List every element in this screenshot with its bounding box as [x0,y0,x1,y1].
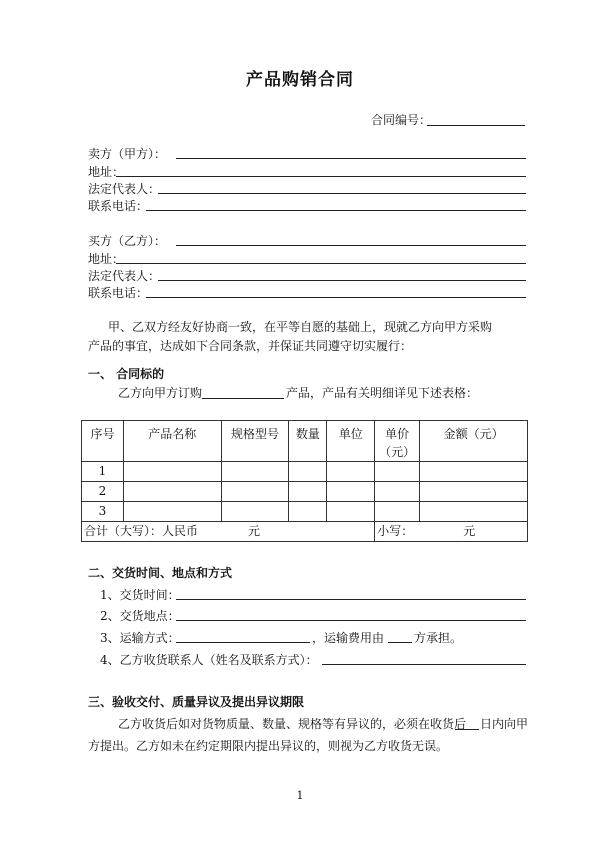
cell[interactable] [289,502,327,522]
cell[interactable] [375,462,420,482]
cell[interactable] [289,482,327,502]
seller-name-label: 卖方（甲方）： [88,147,167,161]
cell[interactable] [123,462,221,482]
buyer-phone-label: 联系电话： [88,286,149,300]
product-table [81,420,528,542]
seller-name-field[interactable] [176,158,526,159]
preamble-line-2: 产品的事宜，达成如下合同条款，并保证共同遵守切实履行： [88,339,413,353]
receiver-contact-label: 4、乙方收货联系人（姓名及联系方式）： [100,653,318,667]
cell[interactable] [327,482,375,502]
total-lower-unit: 元 [463,524,476,538]
order-prefix: 乙方向甲方订购 [118,386,203,400]
col-header-index: 序号 [82,421,124,462]
table-row [82,462,528,482]
preamble-line-1: 甲、乙双方经友好协商一致，在平等自愿的基础上，现就乙方向甲方采购 [108,320,493,334]
total-upper-label: 合计（大写）：人民币 [84,524,199,538]
cell[interactable] [221,482,289,502]
total-upper-cell[interactable] [82,522,375,542]
cell[interactable] [123,482,221,502]
delivery-place-label: 2、交货地点： [100,609,180,623]
cell[interactable] [420,462,528,482]
col-header-price: 单价（元） [375,421,420,462]
page-title: 产品购销合同 [246,70,354,90]
order-suffix: 产品，产品有关明细详见下述表格： [286,386,479,400]
cell[interactable] [420,482,528,502]
delivery-time-label: 1、交货时间： [100,588,180,602]
cell[interactable] [289,462,327,482]
col-header-product: 产品名称 [123,421,221,462]
seller-address-label: 地址： [88,165,125,179]
col-header-qty: 数量 [289,421,327,462]
cell[interactable] [123,502,221,522]
transport-label: 3、运输方式： [100,631,180,645]
cell[interactable] [327,502,375,522]
buyer-phone-field[interactable] [146,297,526,298]
cell[interactable] [375,482,420,502]
transport-cost-party-field[interactable] [388,642,412,643]
objection-line-1-suffix: 日内向甲 [480,717,529,731]
row-index: 3 [82,502,124,522]
buyer-name-field[interactable] [176,245,526,246]
page-number: 1 [296,789,304,802]
cell[interactable] [420,502,528,522]
receiver-contact-field[interactable] [322,664,526,665]
buyer-address-label: 地址： [88,252,125,266]
table-total-row [82,522,528,542]
total-lower-label: 小写： [377,524,414,538]
seller-address-field[interactable] [116,176,526,177]
contract-no-label: 合同编号： [371,113,432,127]
cell[interactable] [327,462,375,482]
section-2-heading: 二、交货时间、地点和方式 [88,566,233,580]
objection-days-field[interactable] [455,729,479,730]
section-3-heading: 三、验收交付、质量异议及提出异议期限 [88,695,305,709]
buyer-name-label: 买方（乙方）： [88,234,167,248]
seller-phone-field[interactable] [146,210,526,211]
transport-method-field[interactable] [176,642,310,643]
delivery-place-field[interactable] [176,620,526,621]
objection-line-1-prefix: 乙方收货后如对货物质量、数量、规格等有异议的，必须在收货后 [118,717,467,731]
cell[interactable] [221,462,289,482]
table-row [82,502,528,522]
buyer-address-field[interactable] [116,263,526,264]
row-index: 1 [82,462,124,482]
table-header-row [82,421,528,462]
table-row [82,482,528,502]
cell[interactable] [221,502,289,522]
contract-no-field[interactable] [427,125,525,126]
row-index: 2 [82,482,124,502]
total-upper-unit: 元 [248,524,261,538]
transport-cost-suffix: 方承担。 [414,631,463,645]
section-1-heading: 一、 合同标的 [88,367,165,381]
seller-rep-label: 法定代表人： [88,182,161,196]
col-header-amount: 金额（元） [420,421,528,462]
col-header-spec: 规格型号 [221,421,289,462]
col-header-unit: 单位 [327,421,375,462]
delivery-time-field[interactable] [176,599,526,600]
cell[interactable] [375,502,420,522]
total-lower-cell[interactable] [375,522,528,542]
seller-phone-label: 联系电话： [88,199,149,213]
buyer-rep-label: 法定代表人： [88,269,161,283]
order-product-field[interactable] [202,398,284,399]
buyer-rep-field[interactable] [158,280,526,281]
transport-cost-label: ，运输费用由 [312,631,385,645]
objection-line-2: 方提出。乙方如未在约定期限内提出异议的，则视为乙方收货无误。 [88,739,449,753]
seller-rep-field[interactable] [158,193,526,194]
